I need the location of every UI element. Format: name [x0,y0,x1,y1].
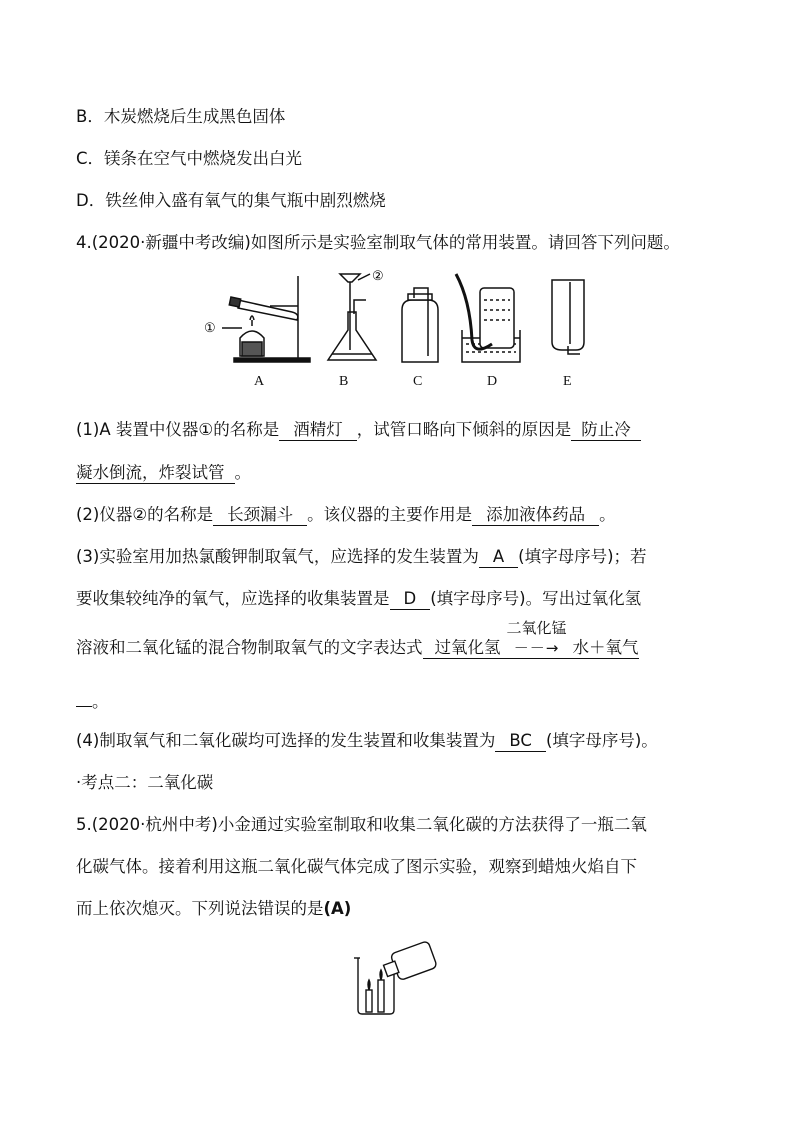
section-title: ·考点二：二氧化碳 [76,773,214,792]
figure-label-a: A [254,374,265,389]
q4-stem: 4.(2020·新疆中考改编)如图所示是实验室制取气体的常用装置。请回答下列问题。 [76,233,680,252]
answer-reason-part1: 防止冷 [571,420,641,441]
answer-reason-part2: 凝水倒流，炸裂试管 [76,463,235,484]
q4-part1-line2: 凝水倒流，炸裂试管 。 [76,463,251,482]
answer-generator-a: A [479,547,518,568]
q4-part1-line1: (1)A 装置中仪器①的名称是 酒精灯 ，试管口略向下倾斜的原因是 防止冷 [76,418,641,442]
q4-part3-line4: 。 [76,690,109,714]
reaction-arrow: －－→ [513,639,560,657]
answer-bc: BC [495,731,546,752]
q4-part2: (2)仪器②的名称是 长颈漏斗 。该仪器的主要作用是 添加液体药品 。 [76,505,616,524]
q4-apparatus-figure [200,270,600,395]
q5-line1: 5.(2020·杭州中考)小金通过实验室制取和收集二氧化碳的方法获得了一瓶二氧 [76,815,647,834]
figure-label-b: B [339,374,349,389]
option-d: D．铁丝伸入盛有氧气的集气瓶中剧烈燃烧 [76,191,386,210]
q4-part3-line1: (3)实验室用加热氯酸钾制取氧气，应选择的发生装置为 A (填字母序号)；若 [76,547,647,566]
answer-long-funnel: 长颈漏斗 [213,505,307,526]
q4-part4: (4)制取氧气和二氧化碳均可选择的发生装置和收集装置为 BC (填字母序号)。 [76,731,658,750]
q4-part3-line2: 要收集较纯净的氧气，应选择的收集装置是 D (填字母序号)。写出过氧化氢 [76,589,642,608]
figure-label-c: C [413,374,423,389]
marker-1: ① [204,320,216,335]
answer-collector-d: D [390,589,431,610]
option-b: B．木炭燃烧后生成黑色固体 [76,107,286,126]
q4-part3-line3: 溶液和二氧化锰的混合物制取氧气的文字表达式 过氧化氢 二氧化锰 －－→ 水＋氧气 [76,619,639,657]
answer-blank-tail [76,706,92,707]
answer-word-equation: 过氧化氢 二氧化锰 －－→ 水＋氧气 [423,638,639,659]
q5-line2: 化碳气体。接着利用这瓶二氧化碳气体完成了图示实验，观察到蜡烛火焰自下 [76,857,637,876]
reaction-condition: 二氧化锰 －－→ [501,638,573,658]
answer-add-liquid: 添加液体药品 [472,505,599,526]
option-c: C．镁条在空气中燃烧发出白光 [76,149,303,168]
figure-label-e: E [563,374,572,389]
marker-2: ② [372,270,384,283]
q5-candle-figure [350,938,440,1018]
figure-label-d: D [487,374,498,389]
q5-line3: 而上依次熄灭。下列说法错误的是(A) [76,899,352,918]
answer-alcohol-lamp: 酒精灯 [279,420,357,441]
q5-answer: (A) [323,899,352,918]
apparatus-drawing [200,270,600,370]
